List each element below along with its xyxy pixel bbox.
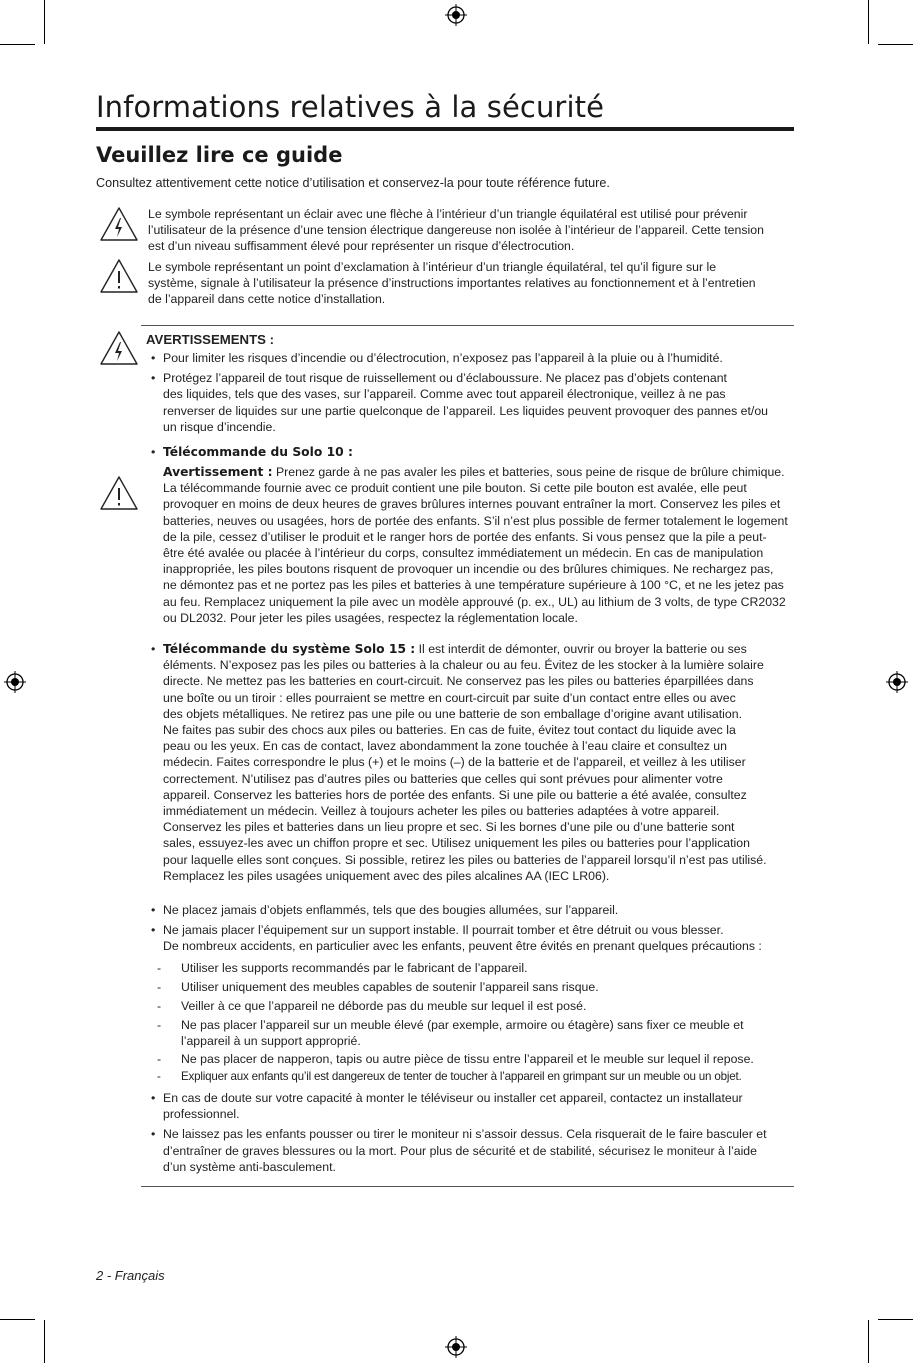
text-line: professionnel. — [163, 1107, 240, 1122]
text-line: éléments. N’exposez pas les piles ou batteries à la chaleur ou au feu. Évitez de les stocker à la lumière solaire — [163, 658, 764, 673]
lightning-triangle-icon — [99, 206, 139, 242]
text-line: Pour limiter les risques d’incendie ou d’électrocution, n’exposez pas l’appareil à la pluie ou à l’humidité. — [163, 351, 723, 365]
text-line: Utiliser les supports recommandés par le fabricant de l’appareil. — [181, 961, 528, 975]
precaution-item — [157, 998, 797, 1014]
text-line: Ne faites pas subir des chocs aux piles ou batteries. En cas de fuite, évitez tout contact du liquide avec la — [163, 723, 736, 738]
dash-marker: - — [157, 1070, 161, 1083]
text-line: renverser de liquides sur une partie quelconque de l’appareil. Les liquides peuvent provoquer des pannes et/ou — [163, 403, 769, 418]
text-line: médecin. Faites correspondre le plus (+) et le moins (–) de la batterie et de l’appareil, et veillez à les utiliser — [163, 755, 746, 770]
text-line: l’utilisateur de la présence d’une tension électrique dangereuse non isolée à l’intérieur de l’appareil. Cette tension — [148, 223, 764, 238]
solo10-heading: Télécommande du Solo 10 : — [163, 445, 353, 459]
precaution-item — [157, 960, 797, 976]
text-line: correctement. N’utilisez pas d’autres piles ou batteries que celles qui sont prévues pour alimenter votre — [163, 771, 723, 786]
registration-mark-icon — [445, 1336, 467, 1358]
text-line: de la pile, cessez d’utiliser le produit et le ranger hors de portée des enfants. Si vous pensez que la pile a peut- — [163, 529, 767, 544]
dash-marker: - — [157, 980, 162, 994]
precaution-item — [157, 979, 797, 995]
precaution-item — [157, 1069, 797, 1085]
crop-mark — [878, 44, 913, 45]
list-item — [146, 350, 798, 366]
page-number: 2 - Français — [96, 1268, 165, 1283]
solo15-list — [146, 641, 798, 884]
text-line: Expliquer aux enfants qu’il est dangereux de tenter de toucher à l’appareil en grimpant sur un meuble ou un objet. — [181, 1070, 742, 1083]
text-line: inappropriée, les piles boutons risquent de provoquer un incendie ou des brûlures chimiques. Ne rechargez pas, — [163, 562, 774, 577]
text-line — [163, 464, 798, 480]
text-line: l’appareil à un support approprié. — [181, 1034, 361, 1049]
text-line: être été avalée ou placée à l’intérieur du corps, consultez immédiatement un médecin. En cas de manipulation — [163, 546, 764, 561]
list-item — [146, 1090, 798, 1122]
text-line: Veiller à ce que l’appareil ne déborde pas du meuble sur lequel il est posé. — [181, 999, 587, 1013]
bullet: • — [151, 351, 156, 365]
bullet: • — [151, 1127, 156, 1142]
text-span: Prenez garde à ne pas avaler les piles et batteries, sous peine de risque de brûlure chimique. — [275, 465, 785, 479]
dash-marker: - — [157, 961, 162, 975]
text-line: système, signale à l’utilisateur la présence d’instructions importantes relatives au fonctionnement et à l’entretien — [148, 276, 756, 291]
exclamation-symbol-text — [148, 259, 798, 308]
text-line: appareil. Conservez les batteries hors de portée des enfants. Si une pile ou batterie a été avalée, consultez — [163, 787, 747, 802]
section-rule-top — [141, 325, 794, 326]
bullet: • — [151, 642, 156, 656]
text-line: sales, essuyez-les avec un chiffon propre et sec. Utilisez uniquement les piles ou batteries pour l’application — [163, 836, 750, 851]
text-line: directe. Ne mettez pas les batteries en court-circuit. Ne conservez pas les piles ou batteries éparpillées dans — [163, 674, 754, 689]
text-line: Le symbole représentant un point d’exclamation à l’intérieur d’un triangle équilatéral, tel qu’il figure sur le — [148, 260, 717, 274]
crop-mark — [44, 1320, 45, 1363]
text-line: immédiatement un médecin. Veillez à toujours acheter les piles ou batteries adaptées à votre appareil. — [163, 804, 720, 819]
title-rule — [96, 127, 794, 131]
bullet: • — [151, 923, 156, 938]
text-line: Ne pas placer l’appareil sur un meuble élevé (par exemple, armoire ou étagère) sans fixer ce meuble et — [181, 1018, 744, 1032]
section-rule-bottom — [141, 1186, 794, 1187]
text-line: De nombreux accidents, en particulier avec les enfants, peuvent être évités en prenant quelques précautions : — [163, 939, 762, 954]
list-item — [146, 922, 798, 954]
text-line: ou DL2032. Pour jeter les piles usagées, respectez la réglementation locale. — [163, 610, 578, 625]
text-line: pour laquelle elles sont conçues. Si possible, retirez les piles ou batteries de l’appareil lorsqu’il n’est pas utilisé. — [163, 852, 767, 867]
list-item — [146, 902, 798, 918]
exclamation-triangle-icon — [99, 475, 139, 511]
dash-marker: - — [157, 1052, 162, 1066]
text-line: Remplacez les piles usagées uniquement avec des piles alcalines AA (IEC LR06). — [163, 868, 610, 883]
precaution-item — [157, 1017, 797, 1049]
warnings-list-top — [146, 350, 798, 435]
intro-text: Consultez attentivement cette notice d’utilisation et conservez-la pour toute référence future. — [96, 176, 610, 190]
precaution-item — [157, 1051, 797, 1067]
text-line: des liquides, tels que des vases, sur l’appareil. Comme avec tout appareil électronique, veillez à ne pas — [163, 387, 726, 402]
warnings-list-middle — [146, 902, 798, 955]
dash-marker: - — [157, 999, 162, 1013]
list-item — [146, 641, 798, 884]
text-line: Protégez l’appareil de tout risque de ruissellement ou d’éclaboussure. Ne placez pas d’objets contenant — [163, 371, 727, 386]
text-line: Ne pas placer de napperon, tapis ou autre pièce de tissu entre l’appareil et le meuble sur lequel il repose. — [181, 1052, 754, 1066]
text-line: une boîte ou un tiroir : elles pourraient se mettre en court-circuit par suite d’un contact entre elles ou avec — [163, 690, 736, 705]
text-line: La télécommande fournie avec ce produit contient une pile bouton. Si cette pile bouton est avalée, elle peut — [163, 481, 747, 496]
dash-marker: - — [157, 1018, 162, 1032]
section-subtitle: Veuillez lire ce guide — [96, 143, 343, 167]
solo10-label: Avertissement : — [163, 465, 273, 479]
crop-mark — [44, 0, 45, 44]
lightning-symbol-text — [148, 206, 798, 255]
text-line: des objets métalliques. Ne retirez pas une pile ou une batterie de son emballage d’origine avant utilisation. — [163, 706, 742, 721]
solo15-label: Télécommande du système Solo 15 : — [163, 642, 416, 656]
bullet: • — [151, 371, 156, 386]
text-line: batteries, neuves ou usagées, hors de portée des enfants. S’il n’est plus possible de fermer totalement le logement — [163, 513, 788, 528]
page-title: Informations relatives à la sécurité — [96, 90, 605, 124]
text-line: d’un système anti-basculement. — [163, 1159, 336, 1174]
crop-mark — [868, 1320, 869, 1363]
text-line: provoquer en moins de deux heures de graves brûlures internes pouvant entraîner la mort. Conservez les piles et — [163, 497, 781, 512]
list-item — [146, 1126, 798, 1175]
bullet: • — [151, 445, 156, 459]
registration-mark-icon — [445, 4, 467, 26]
text-line: Ne jamais placer l’équipement sur un support instable. Il pourrait tomber et être détruit ou vous blesser. — [163, 923, 724, 938]
solo10-warning-text — [163, 464, 798, 626]
crop-mark — [868, 0, 869, 44]
text-line: un risque d’incendie. — [163, 419, 276, 434]
text-line: peau ou les yeux. En cas de contact, lavez abondamment la zone touchée à l’eau claire et consultez un — [163, 739, 727, 754]
text-line: d’entraîner de graves blessures ou la mort. Pour plus de sécurité et de stabilité, sécurisez le moniteur à l’aide — [163, 1143, 757, 1158]
warnings-list-bottom — [146, 1090, 798, 1175]
text-line: est d’un niveau suffisamment élevé pour représenter un risque d’électrocution. — [148, 239, 575, 254]
exclamation-triangle-icon — [99, 258, 139, 294]
text-line: En cas de doute sur votre capacité à monter le téléviseur ou installer cet appareil, contactez un installateur — [163, 1091, 743, 1105]
warnings-heading: AVERTISSEMENTS : — [146, 332, 274, 347]
text-line: ne démontez pas et ne portez pas les piles et batteries à une température supérieure à 100 °C, et ne les jetez pas — [163, 578, 784, 593]
text-line — [163, 641, 798, 657]
registration-mark-icon — [886, 671, 908, 693]
registration-mark-icon — [4, 671, 26, 693]
crop-mark — [878, 1319, 913, 1320]
text-line: au feu. Remplacez uniquement la pile avec un modèle approuvé (p. ex., UL) au lithium de 3 volts, de type CR2032 — [163, 594, 786, 609]
text-span: Il est interdit de démonter, ouvrir ou broyer la batterie ou ses — [418, 642, 747, 656]
crop-mark — [0, 1319, 35, 1320]
text-line: de l’appareil dans cette notice d’installation. — [148, 292, 386, 307]
text-line: Le symbole représentant un éclair avec une flèche à l’intérieur d’un triangle équilatéral est utilisé pour prévenir — [148, 207, 748, 221]
lightning-triangle-icon — [99, 330, 139, 366]
text-line: Conservez les piles et batteries dans un lieu propre et sec. Si les bornes d’une pile ou d’une batterie sont — [163, 820, 735, 835]
bullet: • — [151, 1091, 156, 1105]
crop-mark — [0, 44, 35, 45]
text-line: Ne laissez pas les enfants pousser ou tirer le moniteur ni s’assoir dessus. Cela risquerait de le faire basculer et — [163, 1127, 767, 1142]
bullet: • — [151, 903, 156, 917]
list-item — [146, 370, 798, 435]
text-line: Ne placez jamais d’objets enflammés, tels que des bougies allumées, sur l’appareil. — [163, 903, 619, 917]
text-line: Utiliser uniquement des meubles capables de soutenir l’appareil sans risque. — [181, 980, 599, 994]
